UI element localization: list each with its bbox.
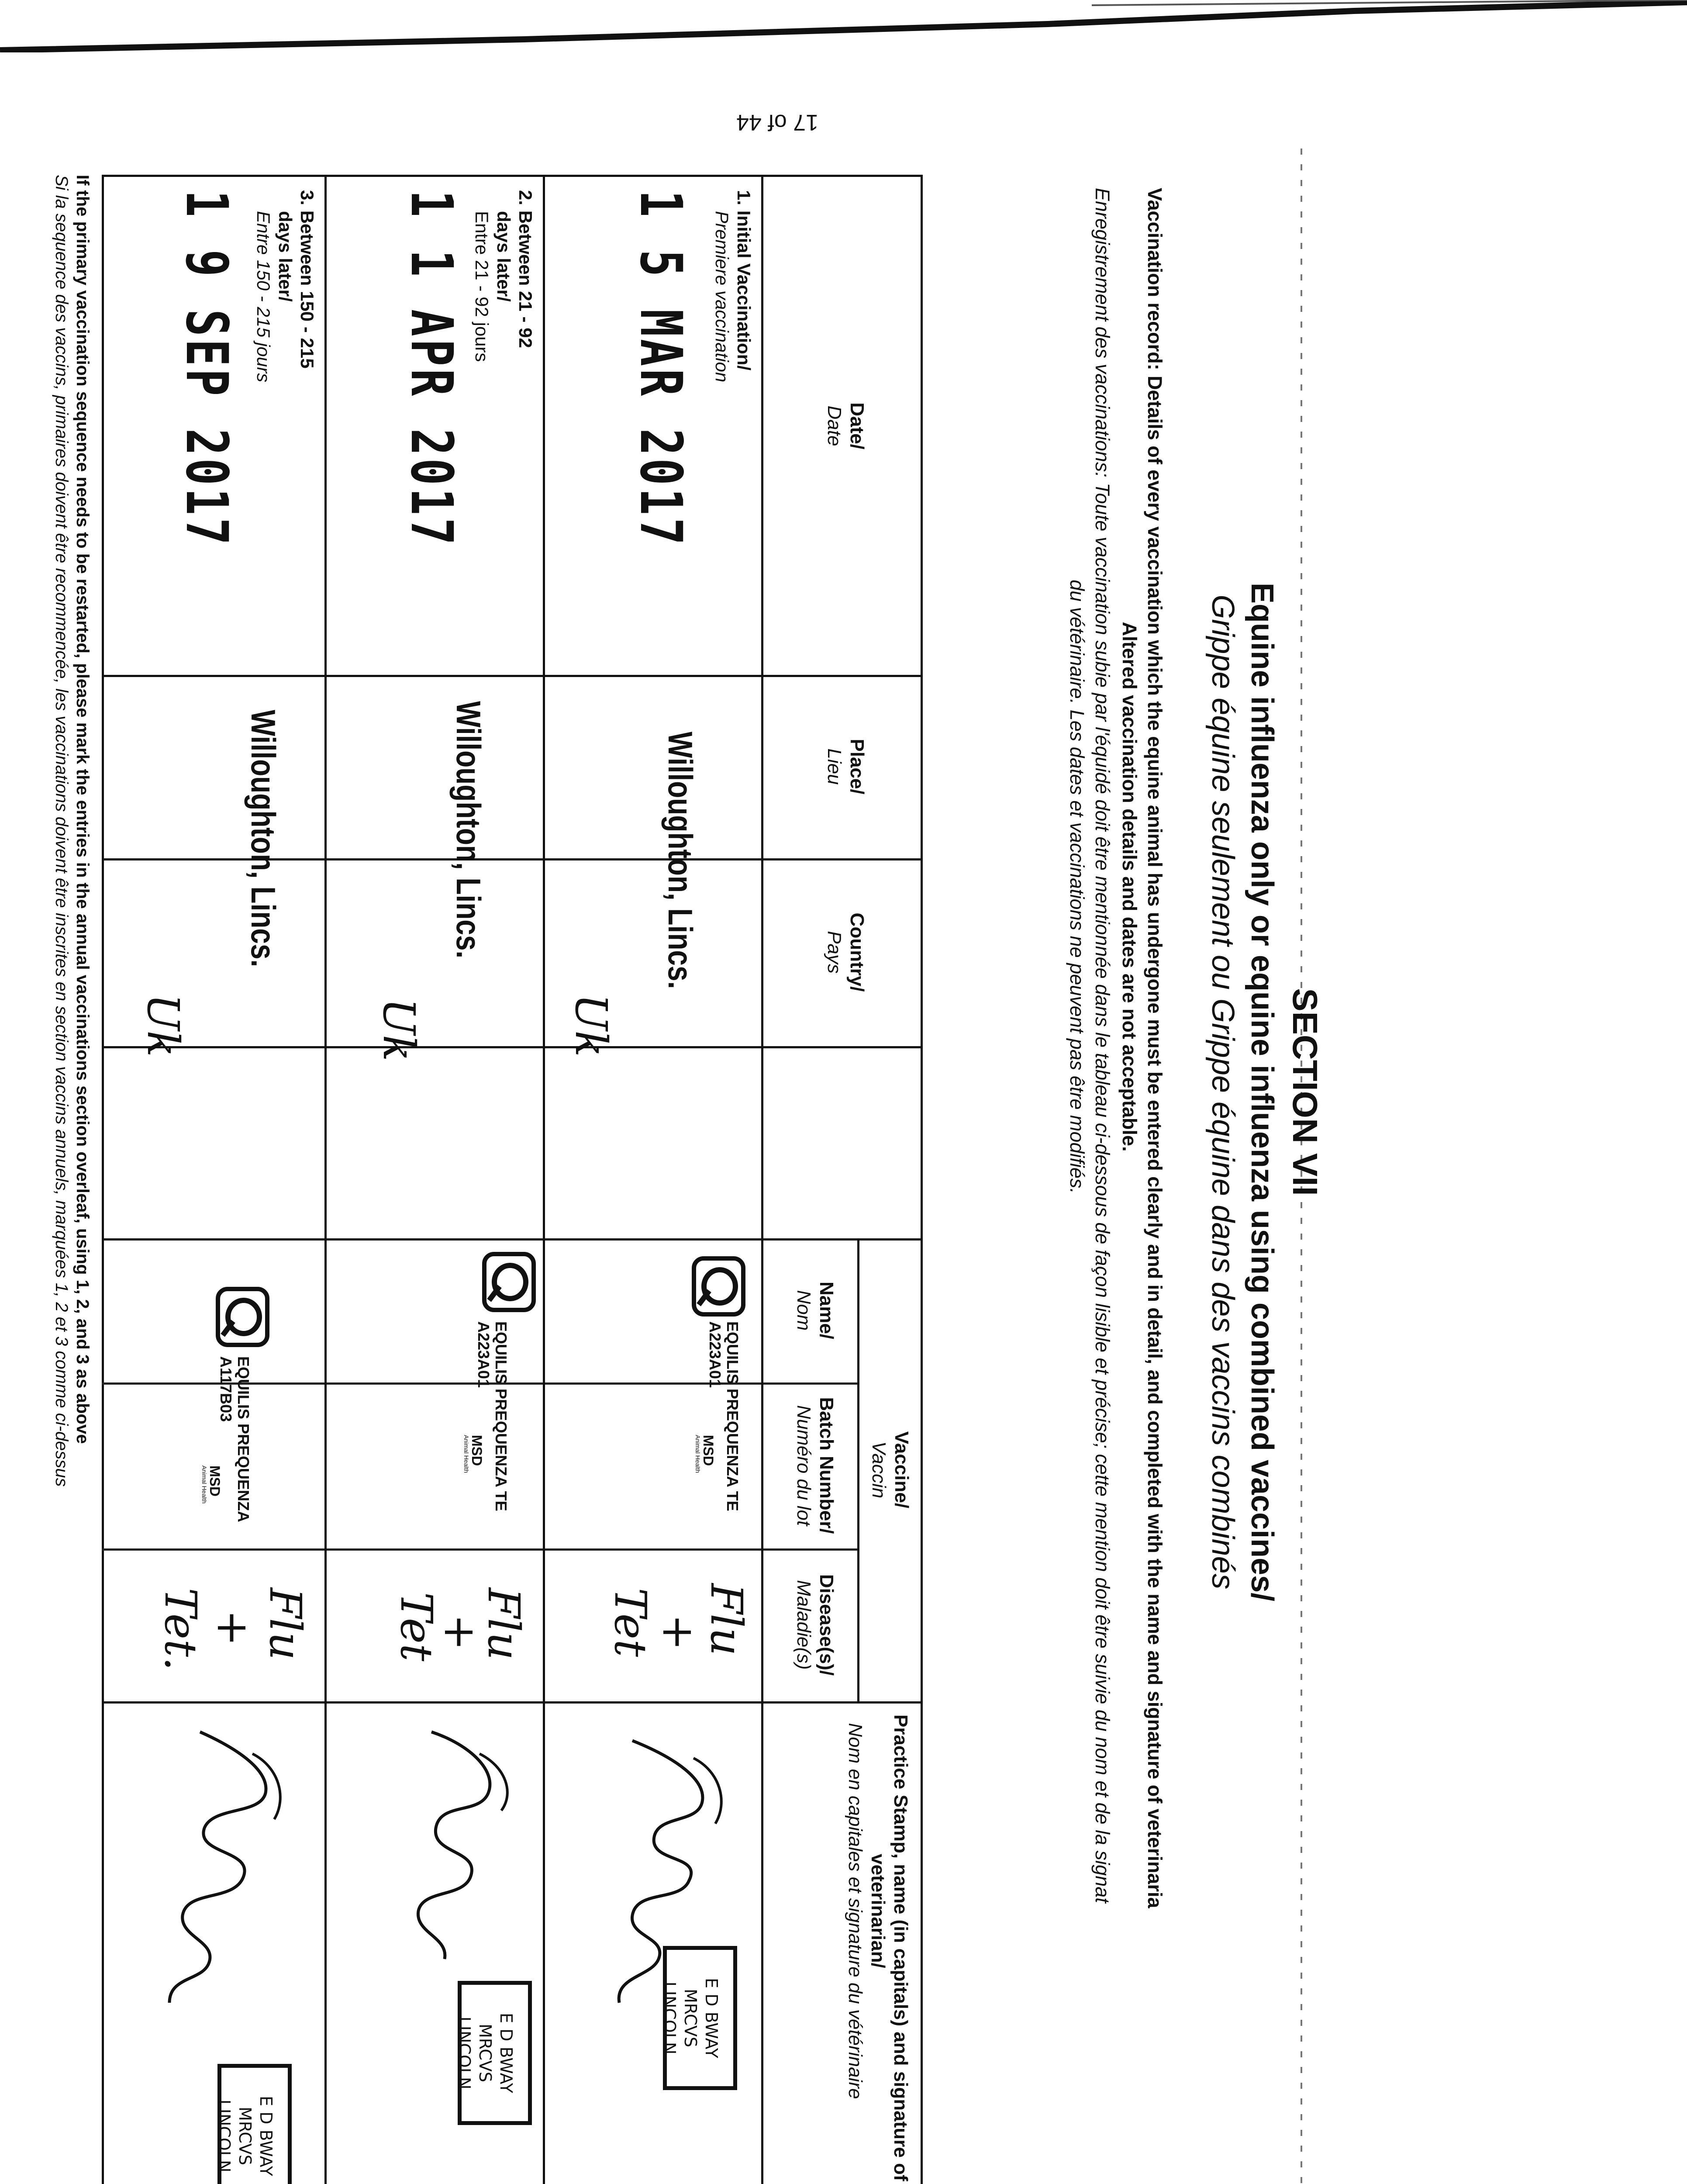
row3-label-en: 3. Between 150 - 215 (297, 190, 317, 369)
column-divider (102, 1548, 859, 1551)
footer-note-en: If the primary vaccination sequence needs to be restarted, please mark the entries in the annual vaccinations section overleaf, using 1, 2, and 3 as above (73, 175, 92, 1444)
row-divider (857, 1238, 859, 1704)
row2-disease-line1: Flu (478, 1588, 529, 1660)
row1-disease-line3: Tet (605, 1588, 656, 1657)
row3-vaccine-logo-icon (215, 1286, 270, 1348)
row2-label-range: days later/ (493, 211, 514, 302)
column-divider (102, 675, 921, 677)
page-number: 17 of 44 (736, 110, 818, 135)
row1-disease-line2: + (653, 1614, 704, 1651)
row-divider (324, 177, 327, 2184)
header-date-fr: Date (824, 405, 845, 446)
row2-label-fr: Entre 21 - 92 jours (472, 211, 492, 362)
header-country (823, 858, 868, 1046)
instructions (1064, 188, 1167, 2184)
row2-date: 1 1 APR 2017 (398, 190, 465, 548)
row2-disease-line3: Tet (391, 1592, 442, 1662)
row3-label-fr: Entre 150 - 215 jours (253, 211, 274, 383)
row1-manufacturer-sub: Animal Health (694, 1435, 701, 1473)
header-disease (792, 1548, 838, 1701)
header-place-en: Place/ (846, 739, 868, 795)
row1-vaccine-name: EQUILIS PREQUENZA TE (724, 1321, 742, 1511)
row3-date: 1 9 SEP 2017 (173, 190, 240, 548)
row1-label-fr: Premiere vaccination (712, 211, 732, 383)
row1-manufacturer-name: MSD (700, 1435, 716, 1466)
header-disease-en: Disease(s)/ (816, 1574, 837, 1676)
header-name-fr: Nom (793, 1290, 814, 1331)
footer-note (51, 175, 93, 2184)
row1-date: 1 5 MAR 2017 (627, 190, 694, 548)
row3-country: Uk (138, 994, 189, 1057)
row1-label-en: 1. Initial Vaccination/ (734, 190, 754, 371)
row2-batch-number: A223A01 (475, 1321, 493, 1388)
header-disease-fr: Maladie(s) (793, 1580, 814, 1670)
row1-vet-stamp (660, 1946, 737, 2090)
footer-note-fr: Si la sequence des vaccins, primaires doivent être recommencée, les vaccinations doivent être inscrites en section vaccins annuels, marquées 1, 2 et 3 comme ci-dessus (52, 175, 71, 1487)
instructions-en-line1: Vaccination record: Details of every vaccination which the equine animal has undergone must be entered clearly and in detail, and completed with the name and signature of veterinaria (1144, 188, 1166, 1908)
header-batch-en: Batch Number/ (816, 1397, 837, 1534)
column-divider (102, 1701, 921, 1704)
row3-manufacturer-name: MSD (207, 1465, 223, 1497)
title-english: Equine influenza only or equine influenza using combined vaccines/ (1245, 582, 1280, 1602)
row2-disease-line2: + (435, 1614, 486, 1651)
row2-manufacturer-name: MSD (469, 1435, 485, 1466)
header-country-fr: Pays (824, 931, 845, 974)
row2-manufacturer (463, 1435, 484, 1473)
row2-vet-stamp (455, 1981, 532, 2125)
instructions-fr-line1: Enregistrement des vaccinations: Toute vaccination subie par l'équidé doit être mentionnée dans le tableau ci-dessous de façon lisible et précise; cette mention doit être suivie du nom et de la signat (1091, 188, 1114, 1903)
header-date (823, 177, 868, 675)
row3-label (252, 190, 318, 382)
header-name-en: Name/ (816, 1281, 837, 1340)
row1-vet-stamp-line2: LINCOLN (660, 1981, 679, 2055)
row2-manufacturer-sub: Animal Health (463, 1435, 470, 1473)
header-vaccine-en: Vaccine/ (891, 1431, 912, 1509)
header-vaccine (867, 1238, 913, 1701)
column-divider (102, 1046, 921, 1048)
row3-batch-number: A117B03 (217, 1356, 235, 1422)
row2-country: Uk (373, 998, 424, 1061)
header-vet-en2: veterinarian/ (867, 1854, 889, 1968)
row2-vet-stamp-line1: E D BWAY MRCVS (476, 2013, 516, 2093)
row2-vaccine-logo-icon (482, 1251, 536, 1313)
row2-place: Willoughton, Lincs. (449, 701, 488, 959)
instructions-fr-line2: du vétérinaire. Les dates et vaccinations ne peuvent pas être modifiés. (1066, 580, 1088, 1194)
row1-label (711, 190, 755, 382)
instructions-en-line2: Altered vaccination details and dates are not acceptable. (1118, 622, 1141, 1152)
row2-vaccine-name: EQUILIS PREQUENZA TE (492, 1321, 510, 1511)
row1-batch-number: A223A01 (706, 1321, 724, 1388)
row3-disease-line3: Tet. (155, 1588, 206, 1671)
row3-signature (113, 1723, 314, 2029)
row2-vet-stamp-line2: LINCOLN (455, 2016, 474, 2090)
header-place-fr: Lieu (824, 748, 845, 785)
row3-manufacturer-sub: Animal Health (201, 1465, 208, 1504)
row2-label-en: 2. Between 21 - 92 (515, 190, 536, 348)
row3-place: Willoughton, Lincs. (244, 710, 283, 968)
section-title: SECTION VII (1286, 988, 1325, 1196)
row3-disease-line2: + (207, 1610, 259, 1646)
row3-label-range: days later/ (275, 211, 296, 302)
row3-vet-stamp-line2: LINCOLN (214, 2099, 234, 2173)
vaccination-table (102, 175, 923, 2184)
column-divider (102, 858, 921, 860)
row-divider (761, 177, 763, 2184)
header-vaccine-fr: Vaccin (868, 1441, 890, 1499)
header-batch-fr: Numéro du lot (793, 1405, 814, 1526)
row1-manufacturer (694, 1435, 715, 1473)
header-vet-fr: Nom en capitales et signature du vétérinaire (845, 1723, 866, 2099)
header-vet (844, 1714, 912, 2184)
row3-manufacturer (201, 1465, 222, 1503)
row1-place: Willoughton, Lincs. (661, 732, 700, 989)
row3-vet-stamp-line1: E D BWAY MRCVS (235, 2096, 276, 2176)
title-french: Grippe équine seulement ou Grippe équine dans des vaccins combinés (1205, 594, 1240, 1590)
row3-disease-line1: Flu (260, 1588, 311, 1660)
header-date-en: Date/ (846, 402, 868, 449)
row2-label (471, 190, 536, 362)
header-place (823, 675, 868, 858)
row1-country: Uk (566, 994, 617, 1057)
row1-vaccine-logo-icon (691, 1256, 746, 1317)
row3-vaccine-name: EQUILIS PREQUENZA (235, 1356, 252, 1523)
header-country-en: Country/ (846, 912, 868, 992)
header-vet-en: Practice Stamp, name (in capitals) and signature of (890, 1714, 911, 2181)
header-batch (792, 1382, 838, 1548)
header-name (792, 1238, 838, 1382)
row1-vet-stamp-line1: E D BWAY MRCVS (681, 1978, 721, 2058)
row3-vet-stamp (214, 2064, 292, 2184)
row-divider (543, 177, 545, 2184)
row1-disease-line1: Flu (701, 1583, 752, 1656)
